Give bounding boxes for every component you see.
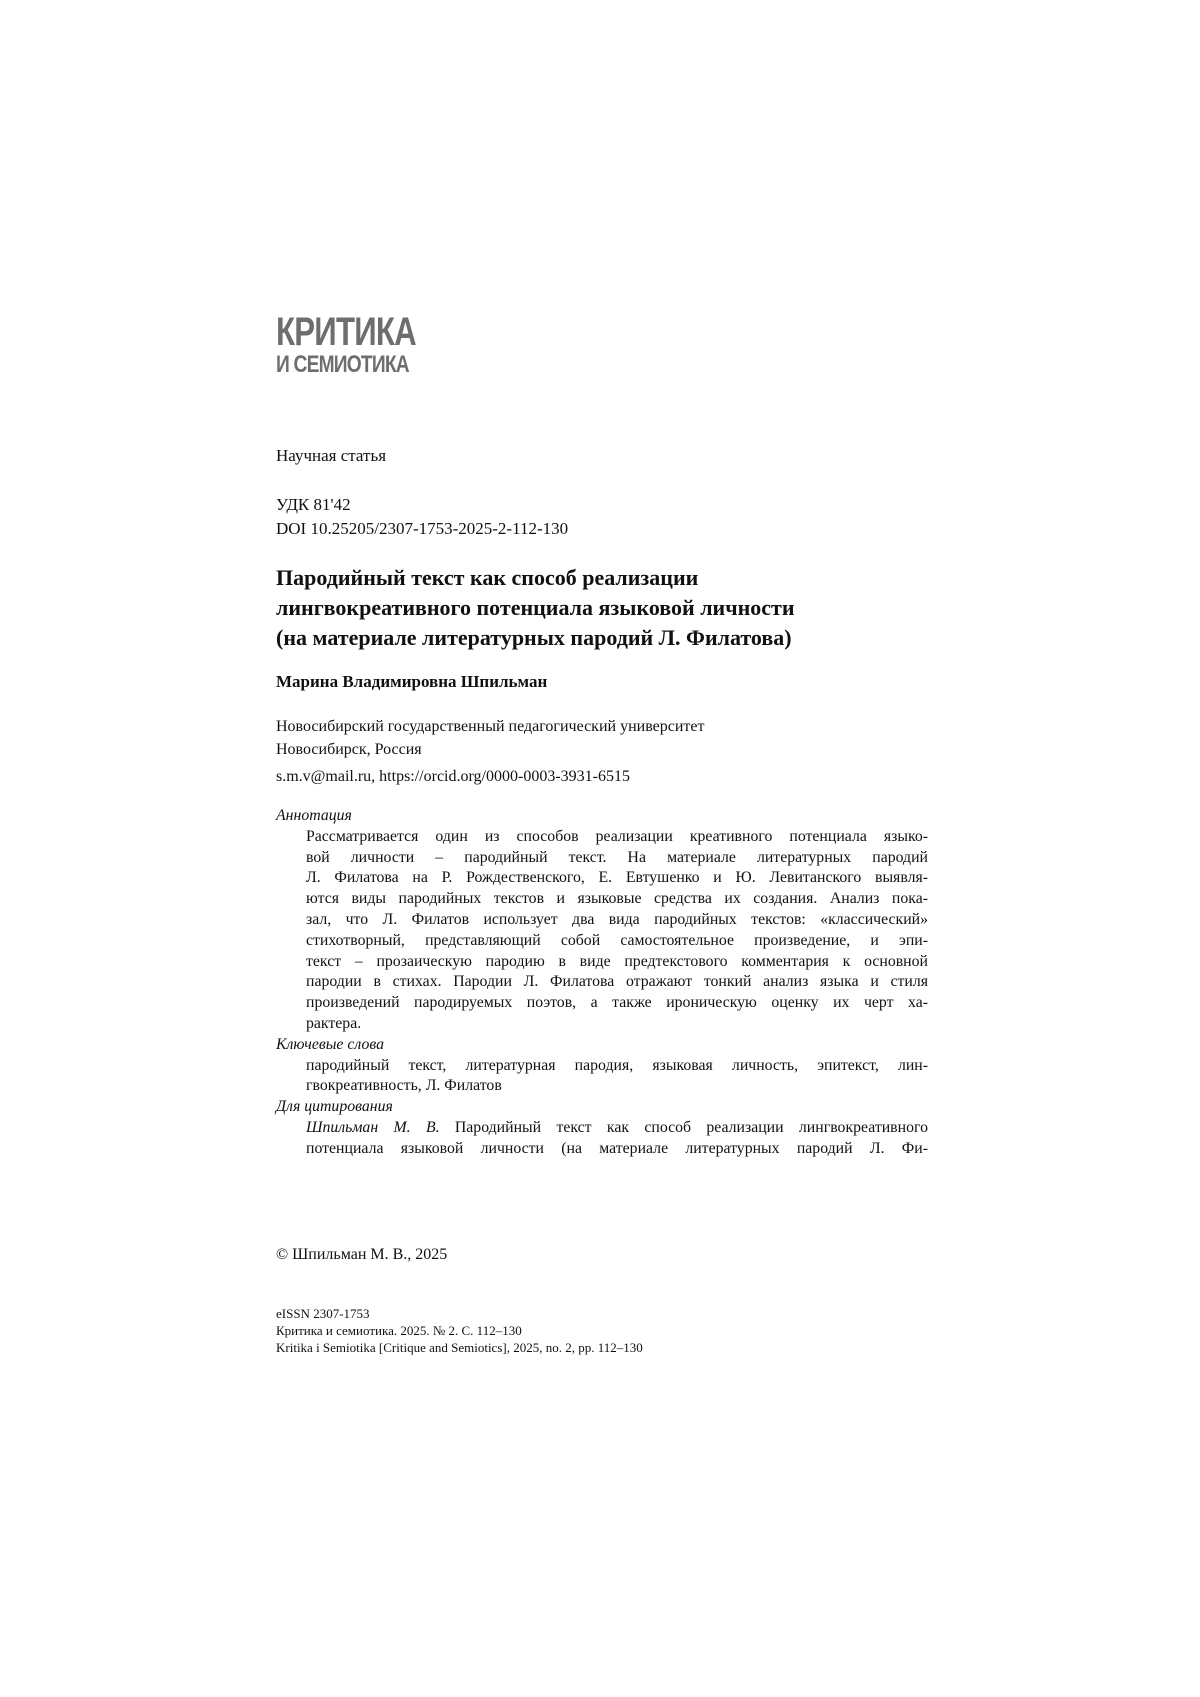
- affiliation-institution: Новосибирский государственный педагогический университет: [276, 718, 705, 736]
- abstract-line: рактера.: [306, 1014, 928, 1035]
- affiliation-location: Новосибирск, Россия: [276, 741, 422, 759]
- citation-label: Для цитирования: [276, 1097, 928, 1118]
- abstract-line: вой личности – пародийный текст. На материале литературных пародий: [306, 848, 928, 869]
- udk: УДК 81'42: [276, 495, 351, 515]
- footer-ru-reference: Критика и семиотика. 2025. № 2. С. 112–130: [276, 1322, 522, 1340]
- abstract-line: ются виды пародийных текстов и языковые средства их создания. Анализ пока-: [306, 889, 928, 910]
- copyright: © Шпильман М. В., 2025: [276, 1246, 447, 1264]
- keywords-label: Ключевые слова: [276, 1035, 928, 1056]
- abstract-line: Л. Филатова на Р. Рождественского, Е. Евтушенко и Ю. Левитанского выявля-: [306, 868, 928, 889]
- abstract-text: [276, 827, 928, 1035]
- doi: DOI 10.25205/2307-1753-2025-2-112-130: [276, 519, 568, 539]
- abstract-label: Аннотация: [276, 806, 928, 827]
- abstract-line: произведений пародируемых поэтов, а также ироническую оценку их черт ха-: [306, 993, 928, 1014]
- footer-eissn: eISSN 2307-1753: [276, 1305, 370, 1323]
- abstract-line: текст – прозаическую пародию в виде предтекстового комментария к основной: [306, 952, 928, 973]
- title-line: (на материале литературных пародий Л. Филатова): [276, 623, 795, 653]
- article-title: [276, 563, 795, 653]
- citation-title-start: Пародийный текст как способ реализации лингвокреативного: [440, 1119, 928, 1136]
- abstract-section: [276, 806, 928, 1160]
- citation-author: Шпильман М. В.: [306, 1119, 440, 1136]
- abstract-line: стихотворный, представляющий собой самостоятельное произведение, и эпи-: [306, 931, 928, 952]
- journal-logo-line1: КРИТИКА: [276, 312, 416, 352]
- citation-line: потенциала языковой личности (на материале литературных пародий Л. Фи-: [306, 1139, 928, 1160]
- article-type: Научная статья: [276, 446, 386, 466]
- abstract-line: Рассматривается один из способов реализации креативного потенциала языко-: [306, 827, 928, 848]
- author-name: Марина Владимировна Шпильман: [276, 672, 547, 692]
- abstract-line: зал, что Л. Филатов использует два вида пародийных текстов: «классический»: [306, 910, 928, 931]
- keywords-line: пародийный текст, литературная пародия, языковая личность, эпитекст, лин-: [306, 1056, 928, 1077]
- title-line: лингвокреативного потенциала языковой личности: [276, 593, 795, 623]
- citation-line: [306, 1118, 928, 1139]
- abstract-line: пародии в стихах. Пародии Л. Филатова отражают тонкий анализ языка и стиля: [306, 972, 928, 993]
- author-contacts: s.m.v@mail.ru, https://orcid.org/0000-0003-3931-6515: [276, 768, 630, 786]
- keywords-text: [276, 1056, 928, 1098]
- footer-en-reference: Kritika i Semiotika [Critique and Semiotics], 2025, no. 2, pp. 112–130: [276, 1339, 643, 1357]
- journal-logo: [276, 312, 455, 377]
- journal-logo-line2: И СЕМИОТИКА: [276, 353, 419, 377]
- title-line: Пародийный текст как способ реализации: [276, 563, 795, 593]
- citation-text: [276, 1118, 928, 1160]
- keywords-line: гвокреативность, Л. Филатов: [306, 1076, 928, 1097]
